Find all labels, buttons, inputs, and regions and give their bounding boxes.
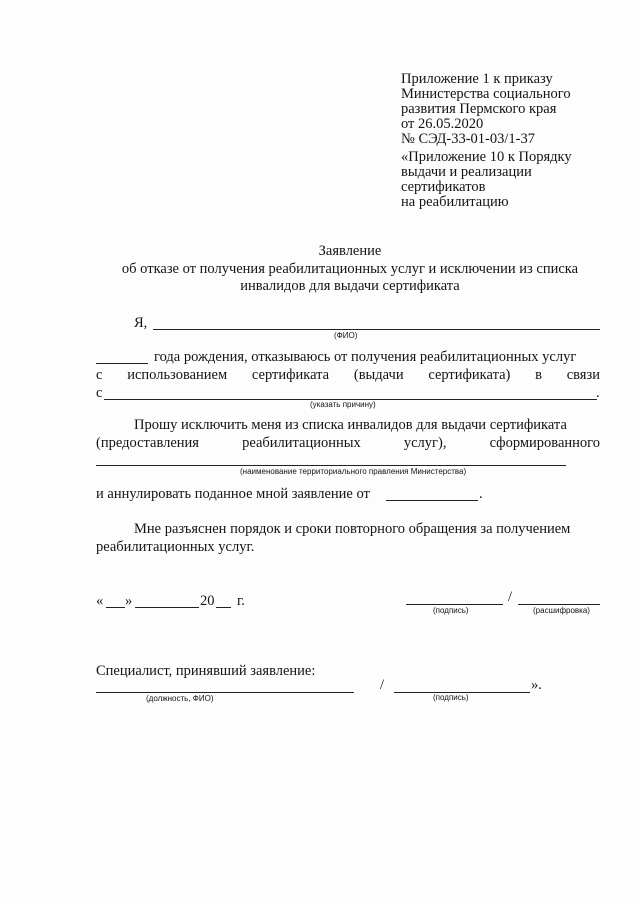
- appendix-1-line: от 26.05.2020: [401, 116, 484, 132]
- document-subtitle-line-1: об отказе от получения реабилитационных услуг и исключении из списка: [121, 261, 579, 277]
- day-field[interactable]: [106, 607, 125, 608]
- word: сертификата): [428, 367, 511, 383]
- request-line-2: [96, 436, 600, 451]
- annul-date-field[interactable]: [386, 500, 478, 501]
- reason-prefix: с: [96, 385, 103, 401]
- appendix-1-line: Министерства социального: [401, 86, 571, 102]
- specialist-position-field[interactable]: [96, 692, 354, 693]
- signature-field[interactable]: [406, 604, 503, 605]
- word: использованием: [127, 367, 228, 383]
- year-prefix: 20: [200, 593, 215, 609]
- explained-line-1: Мне разъяснен порядок и сроки повторного обращения за получением: [134, 521, 571, 537]
- decode-caption: (расшифровка): [533, 606, 590, 615]
- appendix-10-line: выдачи и реализации: [401, 164, 532, 180]
- word: с: [96, 367, 103, 383]
- appendix-10-line: сертификатов: [401, 179, 486, 195]
- specialist-position-caption: (должность, ФИО): [146, 694, 214, 703]
- word: (предоставления: [96, 435, 199, 451]
- appendix-1-line: Приложение 1 к приказу: [401, 71, 553, 87]
- appendix-10-line: на реабилитацию: [401, 194, 509, 210]
- month-field[interactable]: [135, 607, 199, 608]
- year-field[interactable]: [216, 607, 231, 608]
- date-close-quote: »: [125, 593, 133, 609]
- specialist-slash: /: [380, 677, 385, 693]
- appendix-1-line: развития Пермского края: [401, 101, 557, 117]
- document-title: Заявление: [318, 243, 382, 259]
- appendix-1-block: [401, 72, 571, 147]
- decode-field[interactable]: [518, 604, 600, 605]
- request-line-1: Прошу исключить меня из списка инвалидов для выдачи сертификата: [134, 417, 567, 433]
- fio-field[interactable]: [153, 329, 600, 330]
- signature-caption: (подпись): [433, 606, 469, 615]
- reason-caption: (указать причину): [310, 400, 376, 409]
- word: реабилитационных: [242, 435, 361, 451]
- specialist-end: ».: [531, 677, 542, 693]
- annul-text: и аннулировать поданное мной заявление от: [96, 486, 370, 502]
- birth-text: года рождения, отказываюсь от получения реабилитационных услуг: [154, 349, 577, 365]
- specialist-signature-caption: (подпись): [433, 693, 469, 702]
- annul-end: .: [479, 486, 483, 502]
- territory-field[interactable]: [96, 465, 566, 466]
- appendix-10-line: «Приложение 10 к Порядку: [401, 149, 572, 165]
- reason-end: .: [596, 385, 600, 401]
- document-subtitle-line-2: инвалидов для выдачи сертификата: [240, 278, 460, 294]
- territory-caption: (наименование территориального правления Министерства): [240, 467, 467, 476]
- explained-line-2: реабилитационных услуг.: [96, 539, 255, 555]
- signature-slash: /: [508, 589, 513, 605]
- reason-intro-line: [96, 368, 600, 383]
- word: сертификата: [251, 367, 330, 383]
- appendix-1-line: № СЭД-33-01-03/1-37: [401, 131, 535, 147]
- year-suffix: г.: [237, 593, 245, 609]
- applicant-prefix: Я,: [134, 315, 148, 331]
- word: в: [535, 367, 542, 383]
- word: услуг),: [403, 435, 447, 451]
- word: сформированного: [489, 435, 600, 451]
- date-open-quote: «: [96, 593, 104, 609]
- specialist-label: Специалист, принявший заявление:: [96, 663, 316, 679]
- word: связи: [566, 367, 600, 383]
- word: (выдачи: [353, 367, 404, 383]
- fio-caption: (ФИО): [334, 331, 358, 340]
- appendix-10-block: [401, 150, 572, 210]
- birth-year-field[interactable]: [96, 363, 148, 364]
